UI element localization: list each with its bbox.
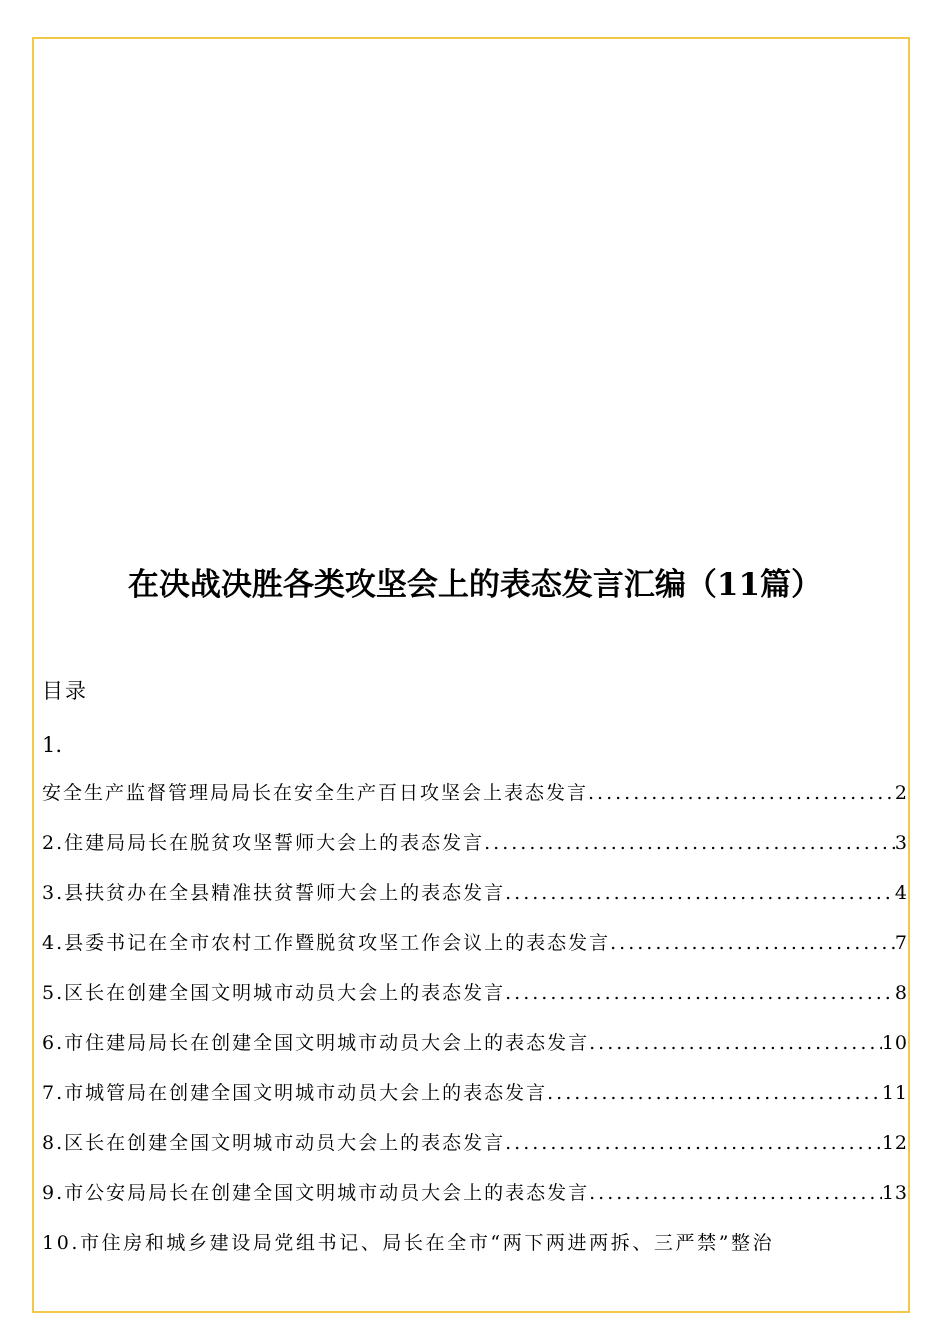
toc-entry[interactable] bbox=[42, 925, 908, 975]
toc-page-number: 8 bbox=[894, 982, 908, 1004]
dot-leader bbox=[484, 825, 895, 861]
dot-leader bbox=[588, 775, 895, 811]
dot-leader bbox=[505, 975, 895, 1011]
document-title: 在决战决胜各类攻坚会上的表态发言汇编（11篇） bbox=[127, 567, 823, 603]
toc-entry-title: 7.市城管局在创建全国文明城市动员大会上的表态发言 bbox=[42, 1082, 548, 1104]
toc-entry-title: 9.市公安局局长在创建全国文明城市动员大会上的表态发言 bbox=[42, 1182, 590, 1204]
toc-page-number: 3 bbox=[894, 832, 908, 854]
toc-heading: 目录 bbox=[42, 679, 88, 703]
toc-entry[interactable] bbox=[42, 775, 908, 825]
toc-entry-title: 6.市住建局局长在创建全国文明城市动员大会上的表态发言 bbox=[42, 1032, 590, 1054]
toc-entry[interactable] bbox=[42, 825, 908, 875]
dot-leader bbox=[505, 1125, 882, 1161]
toc-entry[interactable] bbox=[42, 875, 908, 925]
toc-entry-title: 2.住建局局长在脱贫攻坚誓师大会上的表态发言 bbox=[42, 832, 485, 854]
dot-leader bbox=[589, 1175, 882, 1211]
dot-leader bbox=[610, 925, 895, 961]
toc-entry-title: 安全生产监督管理局局长在安全生产百日攻坚会上表态发言 bbox=[42, 782, 589, 804]
toc-entry-title: 5.区长在创建全国文明城市动员大会上的表态发言 bbox=[42, 982, 506, 1004]
toc-entry[interactable] bbox=[42, 1225, 908, 1275]
dot-leader bbox=[505, 875, 895, 911]
toc-entry-title: 8.区长在创建全国文明城市动员大会上的表态发言 bbox=[42, 1132, 506, 1154]
dot-leader bbox=[589, 1025, 882, 1061]
toc-entry[interactable] bbox=[42, 1175, 908, 1225]
toc-page-number: 11 bbox=[881, 1082, 908, 1104]
toc-page-number: 10 bbox=[881, 1032, 908, 1054]
toc-page-number: 7 bbox=[894, 932, 908, 954]
toc-page-number: 2 bbox=[894, 782, 908, 804]
toc-entry[interactable] bbox=[42, 1025, 908, 1075]
table-of-contents bbox=[42, 775, 908, 1275]
toc-entry[interactable] bbox=[42, 1075, 908, 1125]
toc-entry[interactable] bbox=[42, 975, 908, 1025]
toc-page-number: 4 bbox=[894, 882, 908, 904]
toc-entry-title: 4.县委书记在全市农村工作暨脱贫攻坚工作会议上的表态发言 bbox=[42, 932, 611, 954]
toc-entry-title: 3.县扶贫办在全县精准扶贫誓师大会上的表态发言 bbox=[42, 882, 506, 904]
toc-entry[interactable] bbox=[42, 1125, 908, 1175]
toc-entry-number: 1. bbox=[42, 733, 63, 757]
toc-entry-title: 10.市住房和城乡建设局党组书记、局长在全市“两下两进两拆、三严禁”整治 bbox=[42, 1232, 775, 1254]
toc-page-number: 12 bbox=[881, 1132, 908, 1154]
dot-leader bbox=[547, 1075, 882, 1111]
toc-page-number: 13 bbox=[881, 1182, 908, 1204]
